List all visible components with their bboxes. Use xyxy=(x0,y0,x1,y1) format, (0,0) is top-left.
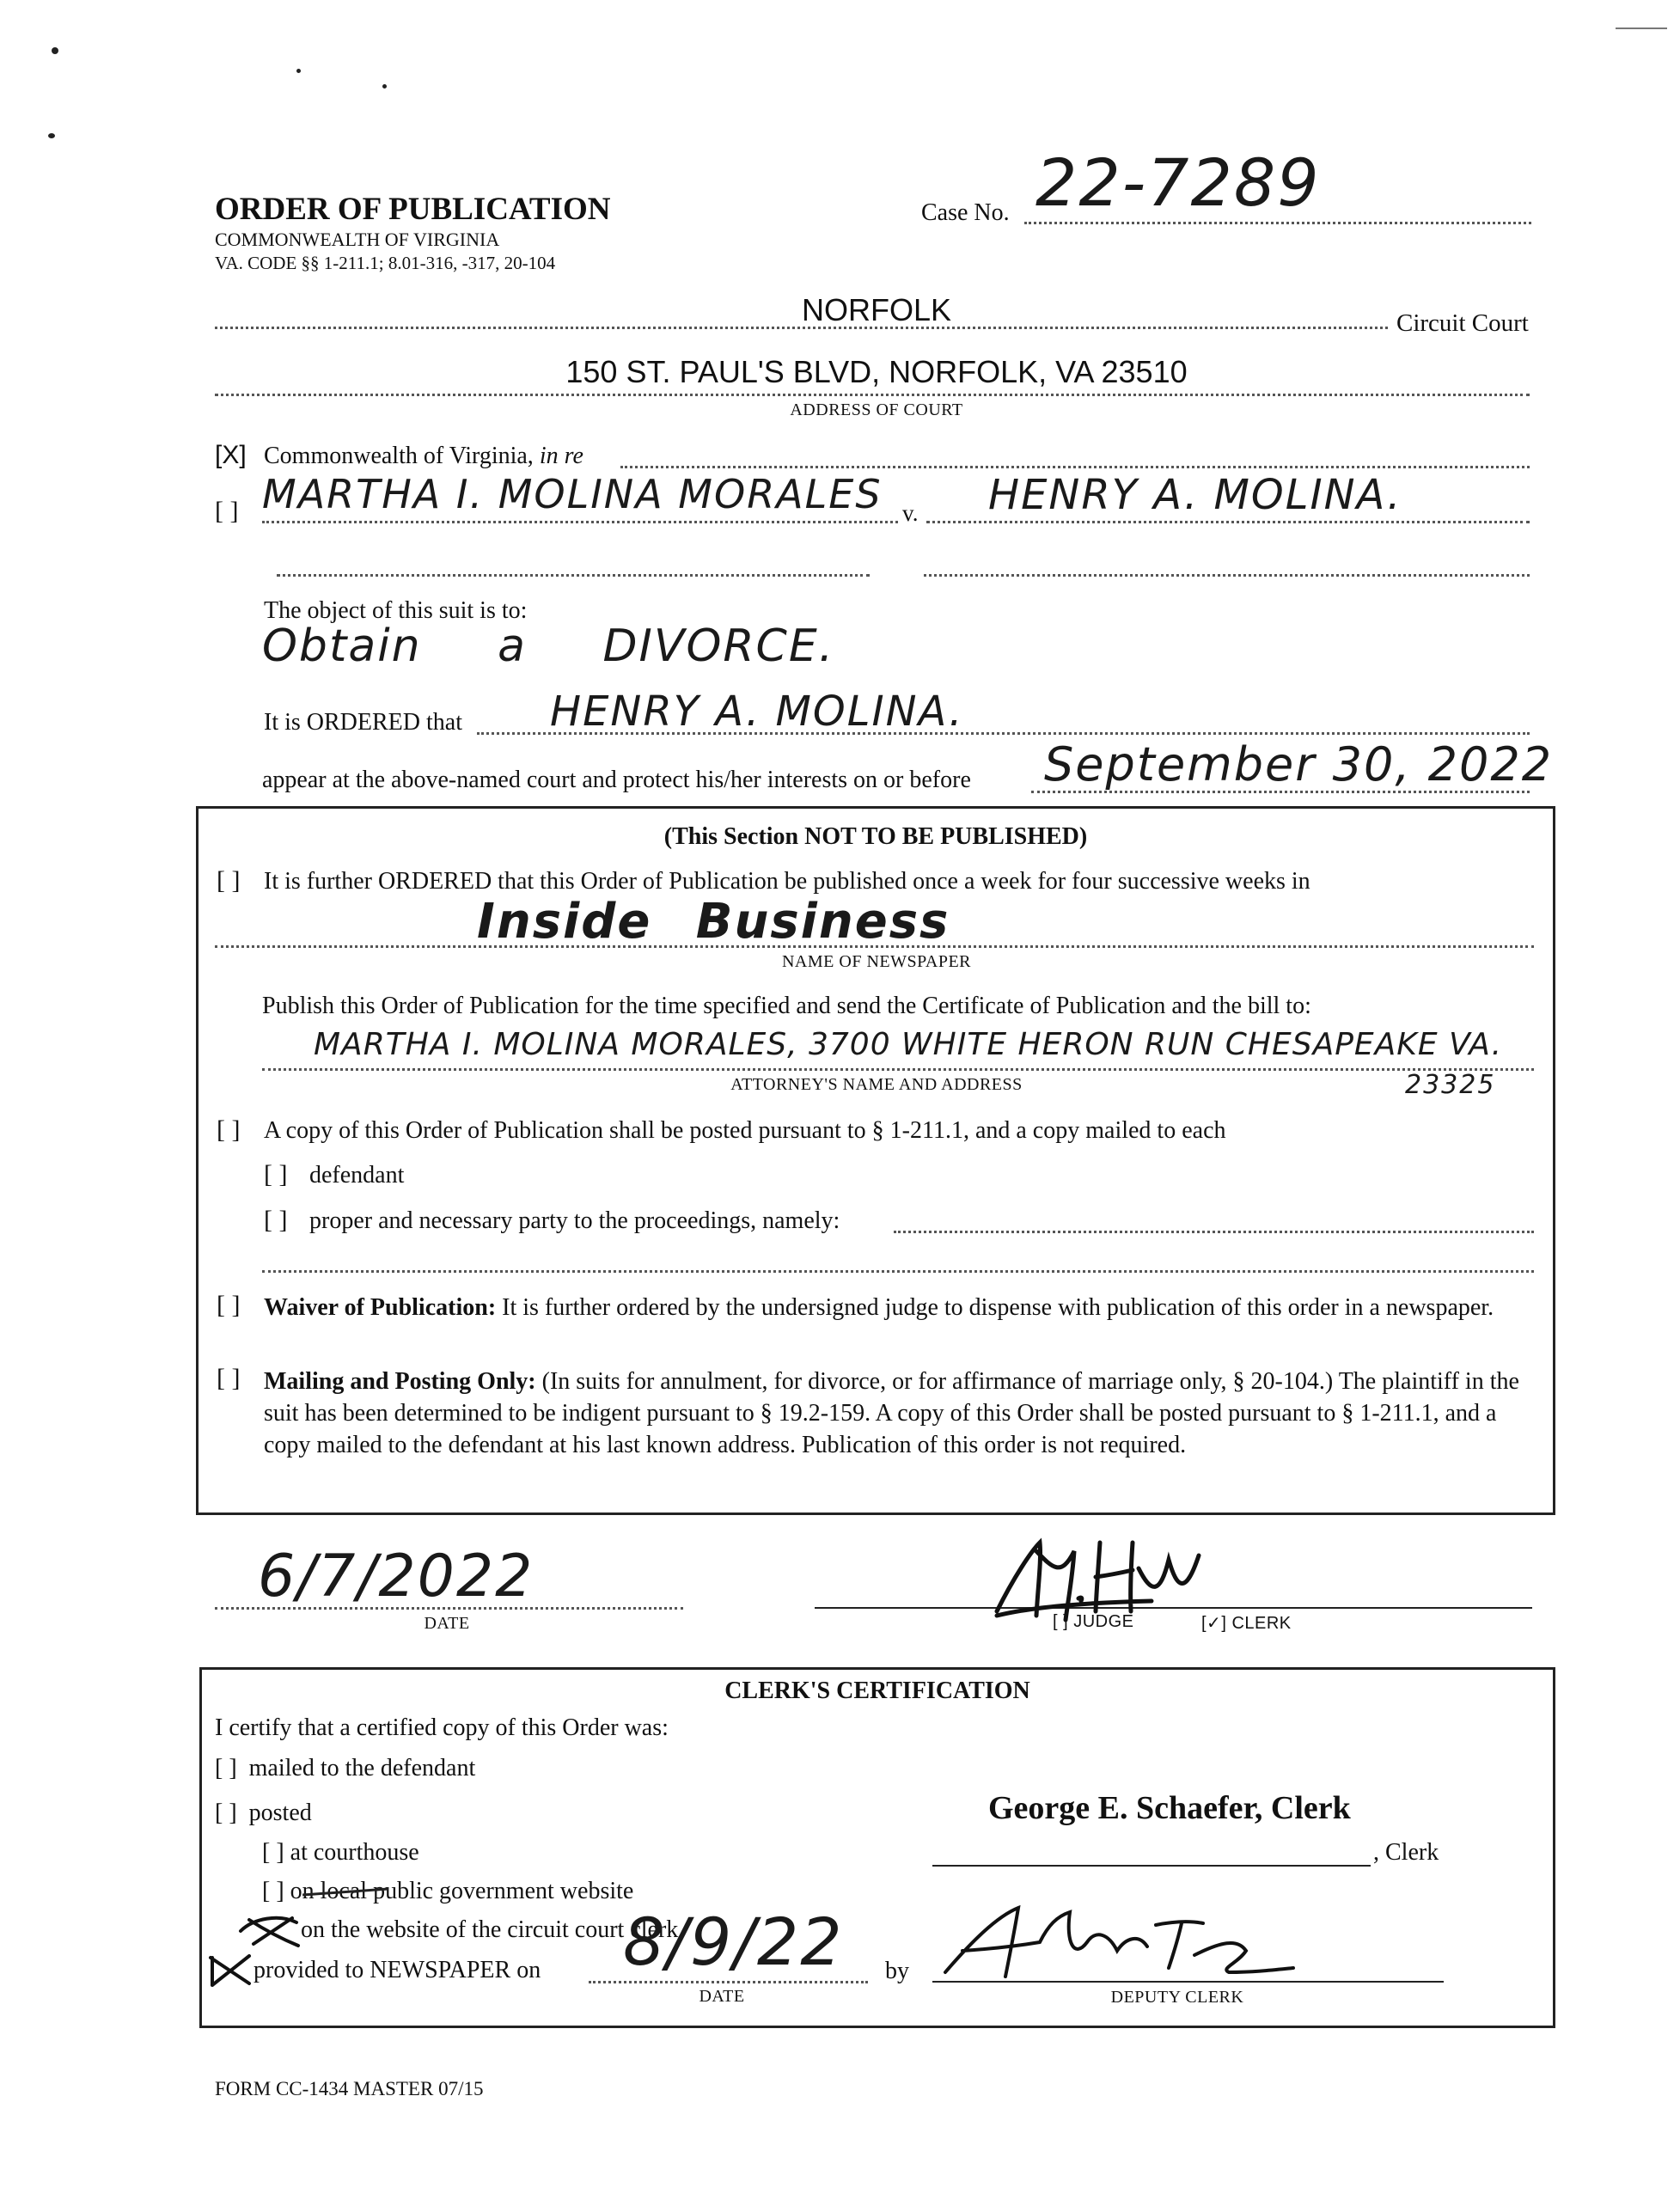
signed-date: 6/7/2022 xyxy=(258,1543,535,1610)
defendant-name: HENRY A. MOLINA. xyxy=(988,471,1402,519)
newspaper-name: Inside Business xyxy=(477,894,950,950)
object-value: Obtain a DIVORCE. xyxy=(262,620,835,672)
defendant-line xyxy=(926,521,1530,523)
provided-label: provided to NEWSPAPER on xyxy=(254,1957,541,1983)
not-published-heading: (This Section NOT TO BE PUBLISHED) xyxy=(663,823,1088,850)
commonwealth-checkbox[interactable]: [X] xyxy=(215,441,247,469)
mailed-checkbox[interactable]: [ ] xyxy=(215,1755,237,1781)
form-subtitle: COMMONWEALTH OF VIRGINIA xyxy=(215,229,500,250)
publish-text: It is further ORDERED that this Order of Publication be published once a week for four successive weeks in xyxy=(264,868,1310,895)
court-suffix: Circuit Court xyxy=(1396,309,1529,337)
court-address-line xyxy=(215,394,1530,396)
party-checkbox[interactable]: [ ] xyxy=(264,1206,288,1234)
form-number: FORM CC-1434 MASTER 07/15 xyxy=(215,2078,484,2099)
posted-cert-label: posted xyxy=(248,1800,312,1826)
waiver-paragraph xyxy=(264,1292,1527,1323)
courthouse-row xyxy=(262,1839,419,1867)
clerk-label: CLERK xyxy=(1231,1614,1292,1633)
plaintiff-line xyxy=(262,521,898,523)
court-address: 150 ST. PAUL'S BLVD, NORFOLK, VA 23510 xyxy=(565,354,1188,389)
provided-date-line xyxy=(589,1981,868,1983)
party-line-2 xyxy=(262,1270,1534,1273)
deputy-clerk-caption: DEPUTY CLERK xyxy=(1110,1988,1244,2007)
plaintiff-name: MARTHA I. MOLINA MORALES xyxy=(262,471,883,517)
attorney-caption: ATTORNEY'S NAME AND ADDRESS xyxy=(730,1075,1023,1094)
website-check-mark xyxy=(236,1910,305,1952)
mailing-text: (In suits for annulment, for divorce, or for affirmance of marriage only, § 20-104.) The plaintiff in the suit has been determined to be indigent pursuant to § 19.2-159. A copy of this Order shall be posted pursuant to § 1-211.1, and a copy mailed to the defendant at his last known address. Publication of this order is not required. xyxy=(264,1368,1519,1458)
courthouse-checkbox[interactable]: [ ] xyxy=(262,1839,284,1866)
party-line xyxy=(894,1231,1534,1233)
waiver-checkbox[interactable]: [ ] xyxy=(217,1291,241,1319)
appear-label: appear at the above-named court and protect his/her interests on or before xyxy=(262,767,971,793)
judge-option xyxy=(1053,1612,1134,1632)
scan-speck xyxy=(52,47,58,54)
commonwealth-label xyxy=(264,443,583,470)
posted-cert-checkbox[interactable]: [ ] xyxy=(215,1800,237,1826)
commonwealth-text: Commonwealth of Virginia, xyxy=(264,443,534,469)
posted-checkbox[interactable]: [ ] xyxy=(217,1115,241,1144)
extra-party-line-left xyxy=(277,574,870,577)
scan-speck xyxy=(296,69,301,73)
in-re-text: in re xyxy=(539,443,583,469)
publish-checkbox[interactable]: [ ] xyxy=(217,866,241,895)
extra-party-line-right xyxy=(924,574,1530,577)
defendant-checkbox[interactable]: [ ] xyxy=(264,1160,288,1189)
object-label: The object of this suit is to: xyxy=(264,597,528,624)
waiver-title: Waiver of Publication: xyxy=(264,1294,497,1321)
posted-text: A copy of this Order of Publication shall be posted pursuant to § 1-211.1, and a copy mailed to each xyxy=(264,1117,1226,1144)
provided-date-caption: DATE xyxy=(699,1987,745,2006)
mailing-checkbox[interactable]: [ ] xyxy=(217,1364,241,1392)
provided-date: 8/9/22 xyxy=(623,1904,844,1980)
courthouse-label: at courthouse xyxy=(290,1839,419,1866)
court-name: NORFOLK xyxy=(801,292,952,327)
scan-mark xyxy=(1616,28,1667,29)
deputy-signature xyxy=(937,1891,1298,1985)
case-number-line xyxy=(1024,222,1531,224)
website-label: on the website of the circuit court clerk xyxy=(301,1916,679,1943)
ordered-party: HENRY A. MOLINA. xyxy=(550,688,964,736)
scan-speck xyxy=(48,133,55,138)
certification-heading: CLERK'S CERTIFICATION xyxy=(724,1678,1030,1704)
appear-date: September 30, 2022 xyxy=(1044,737,1554,791)
clerk-signature-line xyxy=(932,1865,1371,1867)
case-number: 22-7289 xyxy=(1035,144,1321,221)
case-label: Case No. xyxy=(921,199,1010,226)
local-website-row xyxy=(262,1878,633,1905)
mailing-paragraph xyxy=(264,1366,1527,1461)
waiver-text: It is further ordered by the undersigned judge to dispense with publication of this order in a newspaper. xyxy=(502,1294,1494,1321)
clerk-checkbox[interactable]: [✓] xyxy=(1201,1614,1227,1633)
local-website-label: on local public government website xyxy=(290,1878,634,1904)
mailed-row xyxy=(215,1755,475,1782)
clerk-suffix: , Clerk xyxy=(1373,1839,1439,1866)
mailing-title: Mailing and Posting Only: xyxy=(264,1368,536,1395)
versus-checkbox[interactable]: [ ] xyxy=(215,497,239,525)
in-re-line xyxy=(620,466,1530,468)
signed-date-caption: DATE xyxy=(424,1614,470,1633)
court-address-caption: ADDRESS OF COURT xyxy=(790,400,963,419)
clerk-option xyxy=(1201,1612,1292,1634)
versus-text: v. xyxy=(902,500,919,526)
clerk-name-stamp: George E. Schaefer, Clerk xyxy=(988,1790,1351,1826)
judge-signature xyxy=(980,1525,1246,1624)
judge-label: JUDGE xyxy=(1073,1612,1134,1631)
form-code: VA. CODE §§ 1-211.1; 8.01-316, -317, 20-104 xyxy=(215,253,556,273)
attorney-line xyxy=(262,1068,1534,1071)
send-text: Publish this Order of Publication for the time specified and send the Certificate of Publication and the bill to: xyxy=(262,993,1311,1019)
defendant-label: defendant xyxy=(309,1162,405,1189)
attorney-zip: 23325 xyxy=(1405,1070,1496,1100)
mailed-label: mailed to the defendant xyxy=(248,1755,476,1781)
certification-intro: I certify that a certified copy of this Order was: xyxy=(215,1714,669,1741)
party-label: proper and necessary party to the proceedings, namely: xyxy=(309,1207,840,1234)
ordered-label: It is ORDERED that xyxy=(264,709,462,736)
attorney-address: MARTHA I. MOLINA MORALES, 3700 WHITE HERON RUN CHESAPEAKE VA. xyxy=(314,1027,1503,1062)
newspaper-caption: NAME OF NEWSPAPER xyxy=(781,952,972,971)
local-website-checkbox[interactable]: [ ] xyxy=(262,1878,284,1904)
by-label: by xyxy=(885,1958,909,1984)
scan-speck xyxy=(382,84,387,89)
judge-checkbox[interactable]: [ ] xyxy=(1053,1612,1069,1631)
form-title: ORDER OF PUBLICATION xyxy=(215,192,611,227)
posted-row xyxy=(215,1800,312,1827)
